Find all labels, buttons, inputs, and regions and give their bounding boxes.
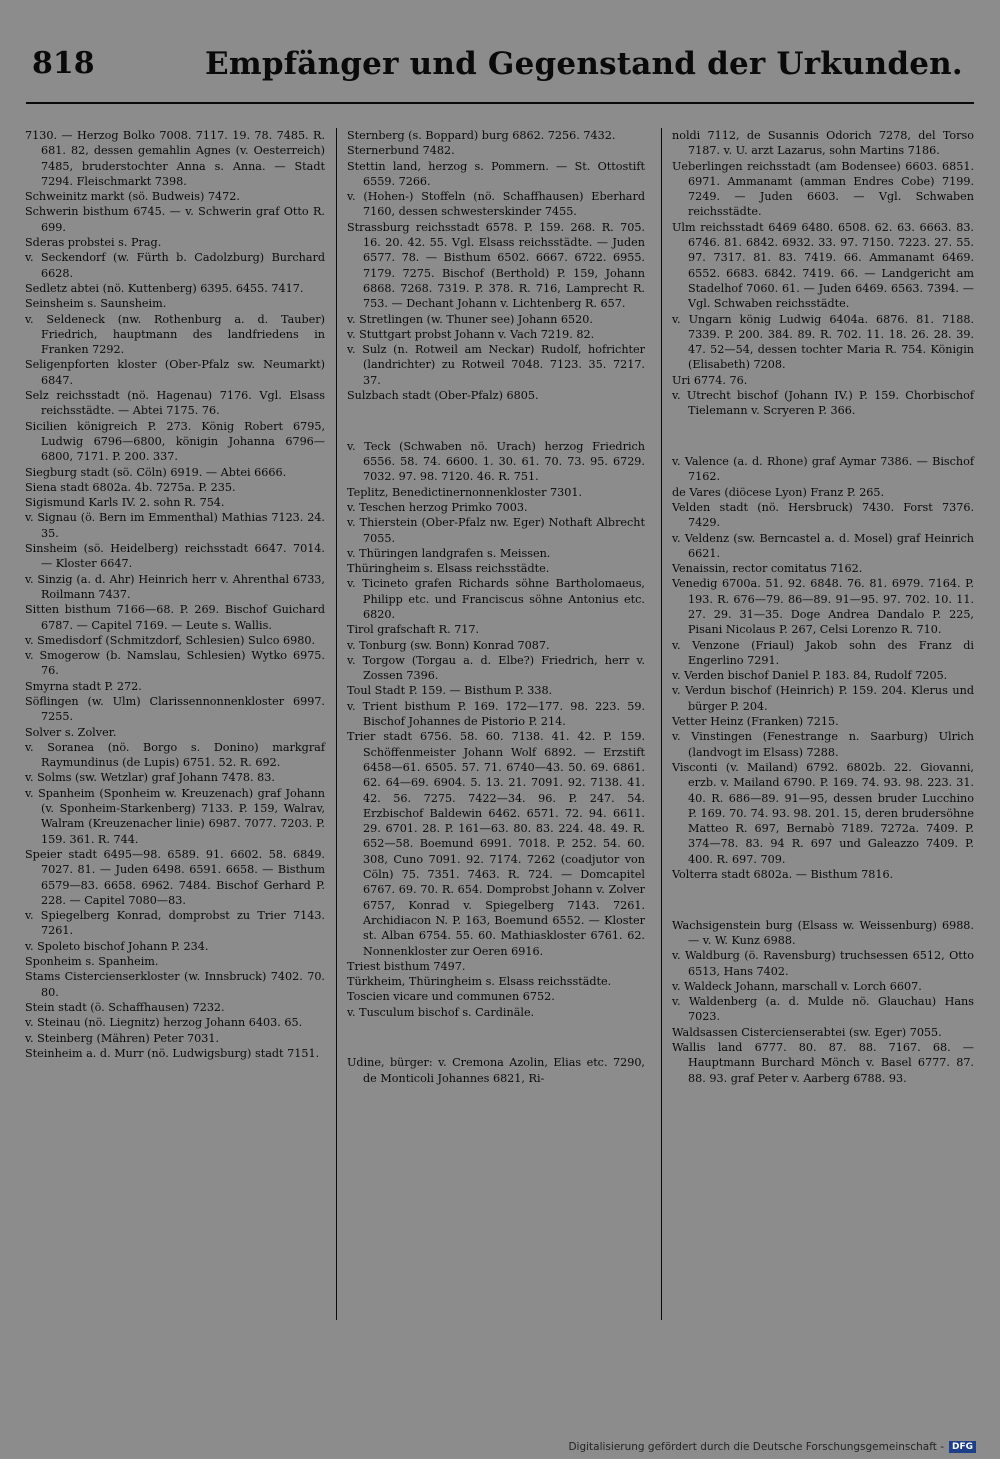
index-entry: Wallis land 6777. 80. 87. 88. 7167. 68. — Hauptmann Burchard Mönch v. Basel 6777. 87. 88. 93. graf Peter v. Aarberg 6788. 93. <box>672 1041 974 1085</box>
index-entry: Schwerin bisthum 6745. — v. Schwerin graf Otto R. 699. <box>25 205 325 234</box>
index-entry: Sedletz abtei (nö. Kuttenberg) 6395. 6455. 7417. <box>25 281 304 295</box>
index-entry: v. Spoleto bischof Johann P. 234. <box>25 939 209 953</box>
letter-section-gap <box>672 430 974 443</box>
index-entry: Vetter Heinz (Franken) 7215. <box>672 715 839 729</box>
index-entry: v. Waldenberg (a. d. Mulde nö. Glauchau) Hans 7023. <box>672 995 974 1024</box>
index-entry: v. Solms (sw. Wetzlar) graf Johann 7478. 83. <box>25 771 275 785</box>
index-entry: v. Stretlingen (w. Thuner see) Johann 6520. <box>347 312 593 326</box>
index-entry: v. Teck (Schwaben nö. Urach) herzog Friedrich 6556. 58. 74. 6600. 1. 30. 61. 70. 73. 95. 6729. 7032. 97. 98. 7120. 46. R. 751. <box>347 439 645 484</box>
index-entry: Stettin land, herzog s. Pommern. — St. Ottostift 6559. 7266. <box>347 159 645 188</box>
index-entry: Sulzbach stadt (Ober-Pfalz) 6805. <box>347 389 539 403</box>
index-entry: Uri 6774. 76. <box>672 373 748 387</box>
index-entry: Thüringheim s. Elsass reichsstädte. <box>347 562 550 576</box>
index-entry: Türkheim, Thüringheim s. Elsass reichsstädte. <box>347 975 612 989</box>
index-entry: Venedig 6700a. 51. 92. 6848. 76. 81. 6979. 7164. P. 193. R. 676—79. 86—89. 91—95. 97. 702. 10. 11. 27. 29. 31—35. Doge Andrea Dandalo P. 225, Pisani Nicolaus P. 267, Celsi Lorenzo R. 710. <box>672 577 974 637</box>
index-entry: v. Spiegelberg Konrad, domprobst zu Trier 7143. 7261. <box>25 909 325 938</box>
index-entry: v. Veldenz (sw. Berncastel a. d. Mosel) graf Heinrich 6621. <box>672 531 974 560</box>
index-entry: v. Stuttgart probst Johann v. Vach 7219. 82. <box>347 327 595 341</box>
index-entry: v. Ticineto grafen Richards söhne Bartholomaeus, Philipp etc. und Franciscus söhne Antonius etc. 6820. <box>347 577 645 621</box>
index-entry: v. Sulz (n. Rotweil am Neckar) Rudolf, hofrichter (landrichter) zu Rotweil 7048. 7123. 35. 7217. 37. <box>347 343 645 387</box>
index-entry: v. Signau (ö. Bern im Emmenthal) Mathias 7123. 24. 35. <box>25 511 325 540</box>
index-entry: Steinheim a. d. Murr (nö. Ludwigsburg) stadt 7151. <box>25 1046 320 1060</box>
index-entry: Sternberg (s. Boppard) burg 6862. 7256. 7432. <box>347 129 616 142</box>
letter-section-gap <box>672 894 974 907</box>
index-entry: v. Verden bischof Daniel P. 183. 84, Rudolf 7205. <box>672 669 948 683</box>
index-entry: Schweinitz markt (sö. Budweis) 7472. <box>25 190 240 204</box>
index-entry: Teplitz, Benedictinernonnenkloster 7301. <box>347 485 583 499</box>
index-entry: v. Spanheim (Sponheim w. Kreuzenach) graf Johann (v. Sponheim-Starkenberg) 7133. P. 159, Walrav, Walram (Kreuzenacher linie) 6987. 7077. 7203. P. 159. 361. R. 744. <box>25 786 325 846</box>
footer-credit <box>568 1441 976 1453</box>
index-entry: Venaissin, rector comitatus 7162. <box>672 562 863 576</box>
index-entry: Visconti (v. Mailand) 6792. 6802b. 22. Giovanni, erzb. v. Mailand 6790. P. 169. 74. 93. 98. 223. 31. 40. R. 686—89. 91—95, dessen bruder Lucchino P. 169. 70. 74. 93. 98. 201. 15, deren brudersöhne Matteo R. 697, Bernabò 7189. 7272a. 7409. P. 374—78. 83. 94 R. 697 und Galeazzo 7409. P. 400. R. 697. 709. <box>672 760 974 866</box>
index-entry: v. Steinberg (Mähren) Peter 7031. <box>25 1031 219 1045</box>
index-entry: Tirol grafschaft R. 717. <box>347 623 480 637</box>
index-entry: v. Smedisdorf (Schmitzdorf, Schlesien) Sulco 6980. <box>25 633 316 647</box>
index-entry: v. Vinstingen (Fenestrange n. Saarburg) Ulrich (landvogt im Elsass) 7288. <box>672 730 974 759</box>
footer-text: Digitalisierung gefördert durch die Deutsche Forschungsgemeinschaft - <box>568 1441 944 1453</box>
index-entry: Stein stadt (ö. Schaffhausen) 7232. <box>25 1000 225 1014</box>
index-entry: Selz reichsstadt (nö. Hagenau) 7176. Vgl. Elsass reichsstädte. — Abtei 7175. 76. <box>25 389 325 418</box>
index-entry: Söflingen (w. Ulm) Clarissennonnenkloster 6997. 7255. <box>25 694 325 724</box>
index-entry: Ulm reichsstadt 6469 6480. 6508. 62. 63. 6663. 83. 6746. 81. 6842. 6932. 33. 97. 7150. 7223. 27. 55. 97. 7317. 81. 83. 7419. 66. Ammanamt 6469. 6552. 6683. 6842. 7419. 66. — Landgericht am Stadelhof 7060. 61. — Juden 6469. 6563. 7394. — Vgl. Schwaben reichsstädte. <box>672 220 974 311</box>
index-entry: de Vares (diöcese Lyon) Franz P. 265. <box>672 485 885 499</box>
page-title: Empfänger und Gegenstand der Urkunden. <box>205 46 963 82</box>
index-entry: Sinsheim (sö. Heidelberg) reichsstadt 6647. 7014. — Kloster 6647. <box>25 542 325 571</box>
index-entry: v. Seldeneck (nw. Rothenburg a. d. Tauber) Friedrich, hauptmann des landfriedens in Franken 7292. <box>25 312 325 357</box>
index-entry: Seinsheim s. Saunsheim. <box>25 297 167 311</box>
index-column-2 <box>347 128 645 1086</box>
index-entry: Siena stadt 6802a. 4b. 7275a. P. 235. <box>25 480 236 494</box>
index-entry: Ueberlingen reichsstadt (am Bodensee) 6603. 6851. 6971. Ammanamt (amman Endres Cobe) 7199. 7249. — Juden 6603. — Vgl. Schwaben reichsstädte. <box>672 159 974 219</box>
letter-section-gap <box>347 1031 645 1044</box>
index-entry: v. Ungarn könig Ludwig 6404a. 6876. 81. 7188. 7339. P. 200. 384. 89. R. 702. 11. 18. 26. 28. 39. 47. 52—54, dessen tochter Maria R. 754. Königin (Elisabeth) 7208. <box>672 312 974 372</box>
index-entry: v. Sinzig (a. d. Ahr) Heinrich herr v. Ahrenthal 6733, Roilmann 7437. <box>25 572 325 601</box>
index-entry: Seligenpforten kloster (Ober-Pfalz sw. Neumarkt) 6847. <box>25 358 325 387</box>
index-entry: v. Steinau (nö. Liegnitz) herzog Johann 6403. 65. <box>25 1016 303 1030</box>
index-entry: Toul Stadt P. 159. — Bisthum P. 338. <box>347 684 553 698</box>
index-entry: v. Teschen herzog Primko 7003. <box>347 500 528 514</box>
index-column-1 <box>25 128 325 1061</box>
column-divider <box>336 128 337 1320</box>
index-entry: Solver s. Zolver. <box>25 725 117 739</box>
index-entry: Triest bisthum 7497. <box>347 959 466 973</box>
index-entry: Speier stadt 6495—98. 6589. 91. 6602. 58. 6849. 7027. 81. — Juden 6498. 6591. 6658. — Bisthum 6579—83. 6658. 6962. 7484. Bischof Gerhard P. 228. — Capitel 7080—83. <box>25 847 325 907</box>
index-entry: v. Smogerow (b. Namslau, Schlesien) Wytko 6975. 76. <box>25 649 325 678</box>
index-column-3 <box>672 128 974 1086</box>
index-entry: v. Waldburg (ö. Ravensburg) truchsessen 6512, Otto 6513, Hans 7402. <box>672 949 974 978</box>
dfg-logo: DFG <box>949 1441 976 1453</box>
index-entry: Sponheim s. Spanheim. <box>25 955 159 969</box>
index-entry: Stams Cistercienserkloster (w. Innsbruck) 7402. 70. 80. <box>25 970 325 999</box>
index-entry: v. Waldeck Johann, marschall v. Lorch 6607. <box>672 979 922 993</box>
index-entry: v. Thüringen landgrafen s. Meissen. <box>347 546 551 560</box>
header-rule <box>26 102 974 104</box>
index-entry: Strassburg reichsstadt 6578. P. 159. 268. R. 705. 16. 20. 42. 55. Vgl. Elsass reichsstädte. — Juden 6577. 78. — Bisthum 6502. 6667. 6722. 6955. 7179. 7275. Bischof (Berthold) P. 159, Johann 6868. 7268. 7319. P. 378. R. 716, Lamprecht R. 753. — Dechant Johann v. Lichtenberg R. 657. <box>347 220 645 311</box>
index-entry: v. Trient bisthum P. 169. 172—177. 98. 223. 59. Bischof Johannes de Pistorio P. 214. <box>347 699 645 729</box>
index-entry: Sternerbund 7482. <box>347 144 455 158</box>
index-entry: Siegburg stadt (sö. Cöln) 6919. — Abtei 6666. <box>25 465 287 479</box>
index-entry: Waldsassen Cistercienserabtei (sw. Eger) 7055. <box>672 1025 942 1039</box>
index-entry: Sicilien königreich P. 273. König Robert 6795, Ludwig 6796—6800, königin Johanna 6796—6800, 7171. P. 200. 337. <box>25 419 325 464</box>
index-entry: v. Valence (a. d. Rhone) graf Aymar 7386. — Bischof 7162. <box>672 455 974 484</box>
index-entry: Sitten bisthum 7166—68. P. 269. Bischof Guichard 6787. — Capitel 7169. — Leute s. Wallis. <box>25 603 325 632</box>
page-number: 818 <box>32 46 95 81</box>
letter-section-gap <box>347 415 645 428</box>
index-entry: Smyrna stadt P. 272. <box>25 679 142 693</box>
column-divider <box>661 128 662 1320</box>
index-entry: noldi 7112, de Susannis Odorich 7278, del Torso 7187. v. U. arzt Lazarus, sohn Martins 7186. <box>672 129 974 158</box>
index-entry: v. Utrecht bischof (Johann IV.) P. 159. Chorbischof Tielemann v. Scryeren P. 366. <box>672 389 974 418</box>
index-entry: v. Venzone (Friaul) Jakob sohn des Franz di Engerlino 7291. <box>672 638 974 667</box>
index-entry: 7130. — Herzog Bolko 7008. 7117. 19. 78. 7485. R. 681. 82, dessen gemahlin Agnes (v. Oesterreich) 7485, bruderstochter Anna s. Anna. — Stadt 7294. Fleischmarkt 7398. <box>25 129 325 188</box>
index-entry: Velden stadt (nö. Hersbruck) 7430. Forst 7376. 7429. <box>672 500 974 530</box>
index-entry: Trier stadt 6756. 58. 60. 7138. 41. 42. P. 159. Schöffenmeister Johann Wolf 6892. — Erzstift 6458—61. 6505. 57. 71. 6740—43. 50. 69. 6861. 62. 64—69. 6904. 5. 13. 21. 7091. 92. 7138. 41. 42. 56. 7275. 7422—34. 96. P. 247. 54. Erzbischof Baldewin 6462. 6571. 72. 94. 6611. 29. 6701. 28. P. 161—63. 80. 83. 224. 48. 49. R. 652—58. Boemund 6991. 7018. P. 252. 54. 60. 308, Cuno 7091. 92. 7174. 7262 (coadjutor von Cöln) 75. 7351. 7463. R. 724. — Domcapitel 6767. 69. 70. R. 654. Domprobst Johann v. Zolver 6757, Konrad v. Spiegelberg 7143. 7261. Archidiacon N. P. 163, Boemund 6552. — Kloster st. Alban 6754. 55. 60. Mathiaskloster 6761. 62. Nonnenkloster zur Oeren 6916. <box>347 730 645 958</box>
index-entry: v. Thierstein (Ober-Pfalz nw. Eger) Nothaft Albrecht 7055. <box>347 516 645 545</box>
index-entry: v. Seckendorf (w. Fürth b. Cadolzburg) Burchard 6628. <box>25 251 325 280</box>
index-entry: Wachsigenstein burg (Elsass w. Weissenburg) 6988. — v. W. Kunz 6988. <box>672 918 974 947</box>
index-entry: v. Tusculum bischof s. Cardinäle. <box>347 1005 535 1019</box>
index-entry: v. Tonburg (sw. Bonn) Konrad 7087. <box>347 638 550 652</box>
index-entry: Sderas probstei s. Prag. <box>25 236 162 250</box>
index-entry: Udine, bürger: v. Cremona Azolin, Elias etc. 7290, de Monticoli Johannes 6821, Ri- <box>347 1056 645 1085</box>
index-entry: Toscien vicare und communen 6752. <box>347 990 555 1004</box>
index-entry: Sigismund Karls IV. 2. sohn R. 754. <box>25 496 225 510</box>
index-entry: v. Torgow (Torgau a. d. Elbe?) Friedrich, herr v. Zossen 7396. <box>347 653 645 683</box>
index-entry: v. (Hohen-) Stoffeln (nö. Schaffhausen) Eberhard 7160, dessen schwesterskinder 7455. <box>347 190 645 219</box>
index-entry: v. Soranea (nö. Borgo s. Donino) markgraf Raymundinus (de Lupis) 6751. 52. R. 692. <box>25 740 325 770</box>
index-entry: Volterra stadt 6802a. — Bisthum 7816. <box>672 868 894 882</box>
index-entry: v. Verdun bischof (Heinrich) P. 159. 204. Klerus und bürger P. 204. <box>672 684 974 713</box>
